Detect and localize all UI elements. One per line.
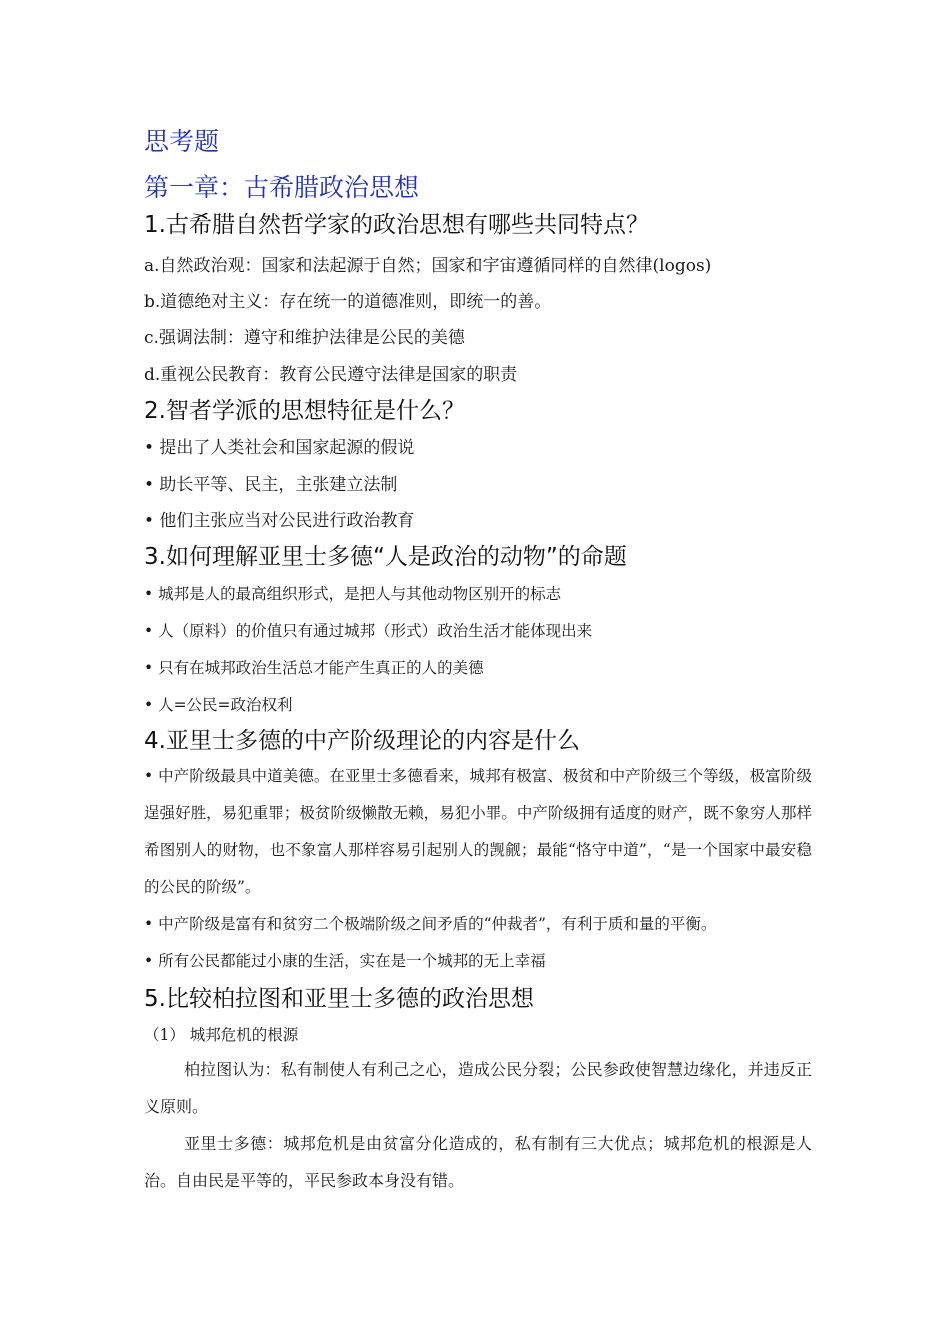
q5-subheading-1: （1） 城邦危机的根源 xyxy=(144,1026,299,1044)
chapter-heading: 第一章：古希腊政治思想 xyxy=(144,173,420,202)
question-2-heading: 2.智者学派的思想特征是什么？ xyxy=(144,398,465,424)
q3-item-3: • 只有在城邦政治生活总才能产生真正的人的美德 xyxy=(144,659,484,677)
q1-item-b: b.道德绝对主义：存在统一的道德准则，即统一的善。 xyxy=(144,292,552,312)
q1-item-a: a.自然政治观：国家和法起源于自然；国家和宇宙遵循同样的自然律(logos) xyxy=(144,256,712,276)
q4-paragraph-1: • 中产阶级最具中道美德。在亚里士多德看来，城邦有极富、极贫和中产阶级三个等级，极富阶级逞强好胜，易犯重罪；极贫阶级懒散无赖，易犯小罪。中产阶级拥有适度的财产，既不象穷人那样希图别人的财物，也不象富人那样容易引起别人的觊觎；最能“恪守中道”，“是一个国家中最安稳的公民的阶级”。 xyxy=(144,767,812,896)
question-3-heading: 3.如何理解亚里士多德“人是政治的动物”的命题 xyxy=(144,544,627,570)
q2-item-2: • 助长平等、民主，主张建立法制 xyxy=(144,475,398,495)
q2-item-3: • 他们主张应当对公民进行政治教育 xyxy=(144,511,415,531)
q3-item-4: • 人=公民=政治权利 xyxy=(144,696,293,714)
question-4-heading: 4.亚里士多德的中产阶级理论的内容是什么 xyxy=(144,728,580,754)
q5-aristotle-paragraph: 亚里士多德：城邦危机是由贫富分化造成的，私有制有三大优点；城邦危机的根源是人治。自由民是平等的，平民参政本身没有错。 xyxy=(144,1134,812,1190)
document-title: 思考题 xyxy=(144,127,220,156)
q4-item-3: • 所有公民都能过小康的生活，实在是一个城邦的无上幸福 xyxy=(144,952,546,970)
q5-plato-paragraph: 柏拉图认为：私有制使人有利己之心，造成公民分裂；公民参政使智慧边缘化，并违反正义原则。 xyxy=(144,1060,812,1116)
q3-item-1: • 城邦是人的最高组织形式，是把人与其他动物区别开的标志 xyxy=(144,585,562,603)
question-1-heading: 1.古希腊自然哲学家的政治思想有哪些共同特点？ xyxy=(144,212,649,238)
q1-item-d: d.重视公民教育：教育公民遵守法律是国家的职责 xyxy=(144,365,518,385)
q1-item-c: c.强调法制：遵守和维护法律是公民的美德 xyxy=(144,328,465,348)
q2-item-1: • 提出了人类社会和国家起源的假说 xyxy=(144,438,415,458)
q3-item-2: • 人（原料）的价值只有通过城邦（形式）政治生活才能体现出来 xyxy=(144,622,593,640)
q4-item-2: • 中产阶级是富有和贫穷二个极端阶级之间矛盾的“仲裁者”，有利于质和量的平衡。 xyxy=(144,915,717,933)
question-5-heading: 5.比较柏拉图和亚里士多德的政治思想 xyxy=(144,986,534,1012)
